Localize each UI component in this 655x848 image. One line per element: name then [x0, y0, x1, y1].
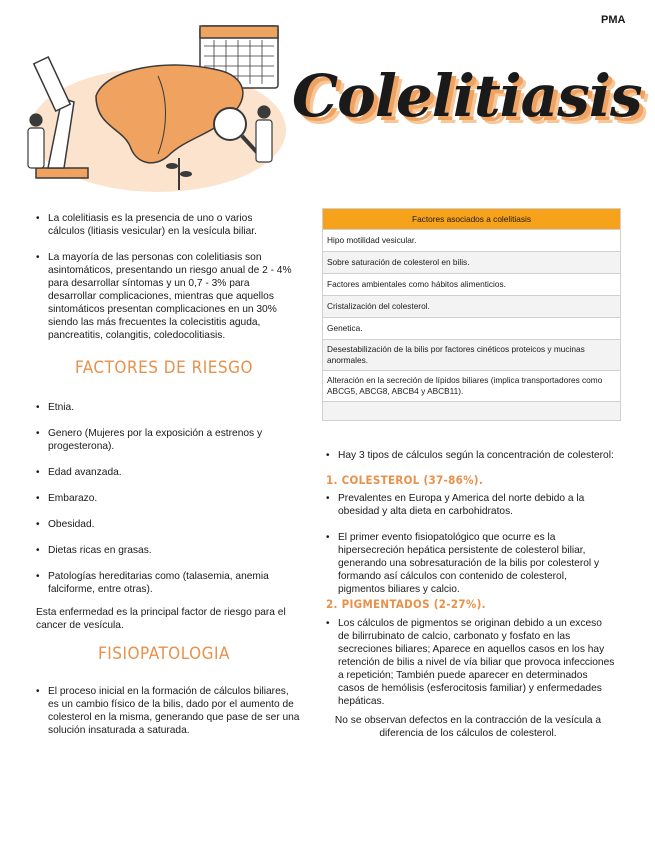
types-intro: • Hay 3 tipos de cálculos según la concentración de colesterol: [326, 449, 622, 462]
types-closing: No se observan defectos en la contracción de la vesícula a diferencia de los cálculos de colesterol. [334, 715, 602, 739]
risk-item: • Dietas ricas en grasas. [36, 544, 292, 557]
risk-item: • Etnia. [36, 401, 292, 414]
table-row: Sobre saturación de colesterol en bilis. [323, 252, 621, 274]
fisio-heading: FISIOPATOLOGIA [98, 644, 230, 664]
intro-item: • La colelitiasis es la presencia de uno o varios cálculos (litiasis vesicular) en la vesícula biliar. [36, 212, 292, 238]
factors-table [322, 208, 621, 421]
type-1-item: • El primer evento fisiopatológico que ocurre es la hipersecreción hepática persistente de colesterol biliar, generando una sobresaturación de la bilis por colesterol y formando así cálculos con contenido de colesterol, pigmentos biliares y calcio. [326, 531, 616, 596]
risk-item: • Edad avanzada. [36, 466, 292, 479]
fisio-list [36, 685, 300, 737]
type-1-heading: 1. COLESTEROL (37-86%). [326, 473, 484, 487]
types-intro-list [326, 449, 622, 462]
risk-item: • Genero (Mujeres por la exposición a estrenos y progesterona). [36, 427, 292, 453]
author-initials: PMA [601, 14, 626, 26]
table-row: Hipo motilidad vesicular. [323, 230, 621, 252]
intro-list [36, 212, 292, 342]
table-row: Factores ambientales como hábitos alimenticios. [323, 274, 621, 296]
risk-list [36, 401, 292, 609]
intro-item: • La mayoría de las personas con colelitiasis son asintomáticos, presentando un riesgo anual de 2 - 4% para desarrollar síntomas y un 0,7 - 3% para desarrollar complicaciones, mientras que aquellos sintomáticos presentan complicaciones en un 30% siendo las más frecuentes la colecistitis aguda, pancreatitis, colangitis, coledocolitiasis. [36, 251, 292, 342]
table-row: Cristalización del colesterol. [323, 296, 621, 318]
table-row-empty [323, 402, 621, 421]
type-2-heading: 2. PIGMENTADOS (2-27%). [326, 597, 486, 611]
table-row: Genetica. [323, 318, 621, 340]
factors-table-header: Factores asociados a colelitiasis [323, 209, 621, 230]
risk-note: Esta enfermedad es la principal factor de riesgo para el cancer de vesícula. [36, 607, 286, 631]
risk-item: • Embarazo. [36, 492, 292, 505]
type-1-list [326, 492, 616, 596]
type-2-list [326, 617, 616, 708]
risk-item: • Patologías hereditarias como (talasemia, anemia falciforme, entre otras). [36, 570, 292, 596]
type-2-item: • Los cálculos de pigmentos se originan debido a un exceso de bilirrubinato de calcio, carbonato y fosfato en las secreciones biliares; Aparece en aquellos casos en los hay retención de bilis a nivel de vía biliar que provoca infecciones a repetición; También puede aparecer en determinados casos de hemólisis (esferocitosis familiar) y enfermedades hepáticas. [326, 617, 616, 708]
page-title: Colelitiasis [292, 62, 642, 130]
risk-item: • Obesidad. [36, 518, 292, 531]
type-1-item: • Prevalentes en Europa y America del norte debido a la obesidad y alta dieta en carbohidratos. [326, 492, 616, 518]
risk-heading: FACTORES DE RIESGO [74, 358, 253, 378]
table-row: Alteración en la secreción de lípidos biliares (implica transportadores como ABCG5, ABCG8, ABCB4 y ABCB11). [323, 371, 621, 402]
fisio-text: • El proceso inicial en la formación de cálculos biliares, es un cambio físico de la bilis, dado por el aumento de colesterol en la misma, generando que pase de ser una solución insaturada a saturada. [36, 685, 300, 737]
liver-lab-illustration [18, 18, 290, 193]
table-row: Desestabilización de la bilis por factores cinéticos proteicos y mucinas anormales. [323, 340, 621, 371]
